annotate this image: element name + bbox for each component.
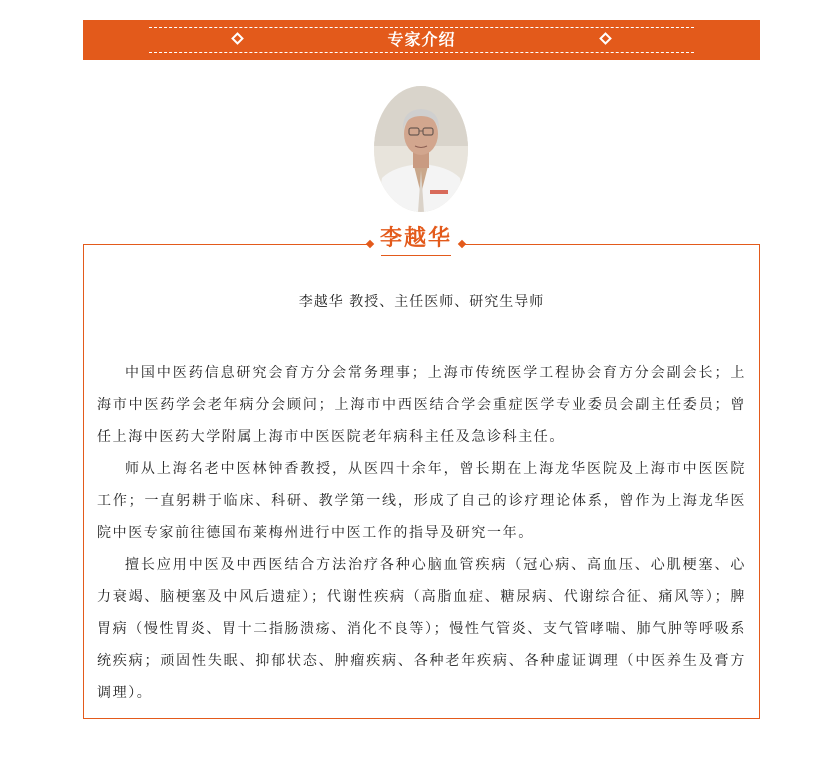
- page-title: 专家介绍: [387, 30, 456, 49]
- name-underline: [381, 255, 451, 256]
- bio-paragraph-career: 师从上海名老中医林钟香教授，从医四十余年，曾长期在上海龙华医院及上海市中医医院工作；一直躬耕于临床、科研、教学第一线，形成了自己的诊疗理论体系，曾作为上海龙华医院中医专家前往德国布莱梅州进行中医工作的指导及研究一年。: [97, 461, 746, 541]
- expert-bio: [97, 357, 746, 709]
- expert-titles: 李越华 教授、主任医师、研究生导师: [298, 294, 545, 310]
- expert-portrait-image: [374, 86, 468, 212]
- bio-paragraph-positions: 中国中医药信息研究会育方分会常务理事；上海市传统医学工程协会育方分会副会长；上海市中医药学会老年病分会顾问；上海市中西医结合学会重症医学专业委员会副主任委员；曾任上海中医药大学附属上海市中医医院老年病科主任及急诊科主任。: [97, 365, 746, 445]
- expert-name: 李越华: [379, 226, 452, 251]
- bio-paragraph-specialties: 擅长应用中医及中西医结合方法治疗各种心脑血管疾病（冠心病、高血压、心肌梗塞、心力衰竭、脑梗塞及中风后遗症）；代谢性疾病（高脂血症、糖尿病、代谢综合征、痛风等）；脾胃病（慢性胃炎、胃十二指肠溃疡、消化不良等）；慢性气管炎、支气管哮喘、肺气肿等呼吸系统疾病；顽固性失眠、抑郁状态、肿瘤疾病、各种老年疾病、各种虚证调理（中医养生及膏方调理）。: [97, 557, 746, 701]
- header-banner: [83, 20, 760, 60]
- expert-name-tag: [367, 222, 465, 262]
- expert-avatar: [374, 86, 468, 212]
